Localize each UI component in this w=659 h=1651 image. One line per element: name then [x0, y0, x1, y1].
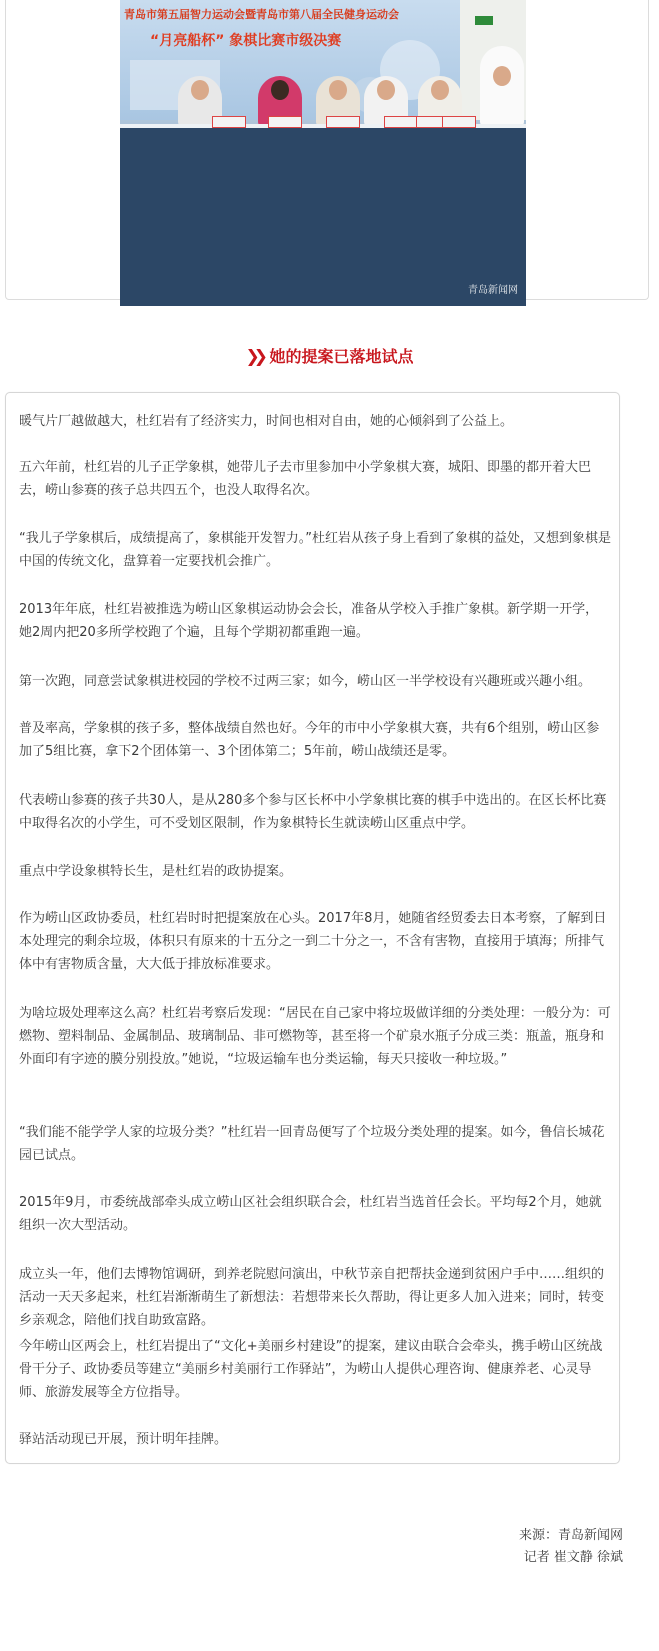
person-1-head	[191, 80, 209, 100]
person-5-head	[431, 80, 449, 100]
person-3-head	[329, 80, 347, 100]
double-chevron-icon: ❯❯	[245, 347, 262, 367]
paragraph: 今年崂山区两会上，杜红岩提出了“文化+美丽乡村建设”的提案，建议由联合会牵头，携手崂山区统战骨干分子、政协委员等建立“美丽乡村美丽行工作驿站”，为崂山人提供心理咨询、健康养老、心灵导师、旅游发展等全方位指导。	[19, 1339, 603, 1400]
paragraph: 2013年年底，杜红岩被推选为崂山区象棋运动协会会长，准备从学校入手推广象棋。新学期一开学，她2周内把20多所学校跑了个遍，且每个学期初都重跑一遍。	[19, 602, 599, 640]
paragraph: 成立头一年，他们去博物馆调研，到养老院慰问演出，中秋节亲自把帮扶金递到贫困户手中……组织的活动一天天多起来，杜红岩渐渐萌生了新想法：若想带来长久帮助，得让更多人加入进来；同时，转变乡亲观念，陪他们找自助致富路。	[19, 1267, 605, 1328]
nameplate	[268, 116, 302, 128]
person-4-head	[377, 80, 395, 100]
banner-line1: 青岛市第五届智力运动会暨青岛市第八届全民健身运动会	[124, 8, 399, 21]
paragraph: 作为崂山区政协委员，杜红岩时时把提案放在心头。2017年8月，她随省经贸委去日本考察，了解到日本处理完的剩余垃圾，体积只有原来的十五分之一到二十分之一，不含有害物，直接用于填海；所排气体中有害物质含量，大大低于排放标准要求。	[19, 911, 607, 972]
article-body	[5, 392, 620, 1464]
person-2-head	[271, 80, 289, 100]
paragraph: 2015年9月，市委统战部牵头成立崂山区社会组织联合会，杜红岩当选首任会长。平均每2个月，她就组织一次大型活动。	[19, 1195, 602, 1233]
paragraph: 五六年前，杜红岩的儿子正学象棋，她带儿子去市里参加中小学象棋大赛，城阳、即墨的都开着大巴去，崂山参赛的孩子总共四五个，也没人取得名次。	[19, 460, 592, 498]
nameplate	[384, 116, 418, 128]
nameplate	[326, 116, 360, 128]
paragraph: 普及率高，学象棋的孩子多，整体战绩自然也好。今年的市中小学象棋大赛，共有6个组别，崂山区参加了5组比赛，拿下2个团体第一、3个团体第二；5年前，崂山战绩还是零。	[19, 721, 600, 759]
paragraph: “我们能不能学学人家的垃圾分类？”杜红岩一回青岛便写了个垃圾分类处理的提案。如今，鲁信长城花园已试点。	[19, 1125, 605, 1163]
article-reporter: 记者 崔文静 徐斌	[523, 1550, 623, 1565]
person-standing-head	[493, 66, 511, 86]
banner-line2: “月亮船杯” 象棋比赛市级决赛	[150, 33, 342, 49]
person-standing	[480, 46, 524, 126]
paragraph: 第一次跑，同意尝试象棋进校园的学校不过两三家；如今，崂山区一半学校设有兴趣班或兴趣小组。	[19, 674, 592, 689]
article-source: 来源：青岛新闻网	[518, 1528, 623, 1543]
paragraph: 代表崂山参赛的孩子共30人，是从280多个参与区长杯中小学象棋比赛的棋手中选出的。在区长杯比赛中取得名次的小学生，可不受划区限制，作为象棋特长生就读崂山区重点中学。	[19, 793, 607, 831]
paragraph: 为啥垃圾处理率这么高？杜红岩考察后发现：“居民在自己家中将垃圾做详细的分类处理：一般分为：可燃物、塑料制品、金属制品、玻璃制品、非可燃物等，甚至将一个矿泉水瓶子分成三类：瓶盖，瓶身和外面印有字迹的膜分别投放。”她说，“垃圾运输车也分类运输，每天只接收一种垃圾。”	[19, 1006, 611, 1067]
table-cloth	[120, 128, 526, 306]
nameplate	[442, 116, 476, 128]
section-heading-text: 她的提案已落地试点	[269, 347, 414, 366]
paragraph: 重点中学设象棋特长生，是杜红岩的政协提案。	[19, 864, 293, 879]
paragraph: 驿站活动现已开展，预计明年挂牌。	[19, 1432, 228, 1447]
nameplate	[212, 116, 246, 128]
paragraph: 暖气片厂越做越大，杜红岩有了经济实力，时间也相对自由，她的心倾斜到了公益上。	[19, 414, 514, 429]
paragraph: “我儿子学象棋后，成绩提高了，象棋能开发智力。”杜红岩从孩子身上看到了象棋的益处，又想到象棋是中国的传统文化，盘算着一定要找机会推广。	[19, 531, 611, 569]
section-heading	[0, 344, 659, 367]
event-photo	[120, 0, 526, 306]
exit-sign	[475, 16, 493, 25]
photo-watermark: 青岛新闻网	[468, 285, 518, 296]
